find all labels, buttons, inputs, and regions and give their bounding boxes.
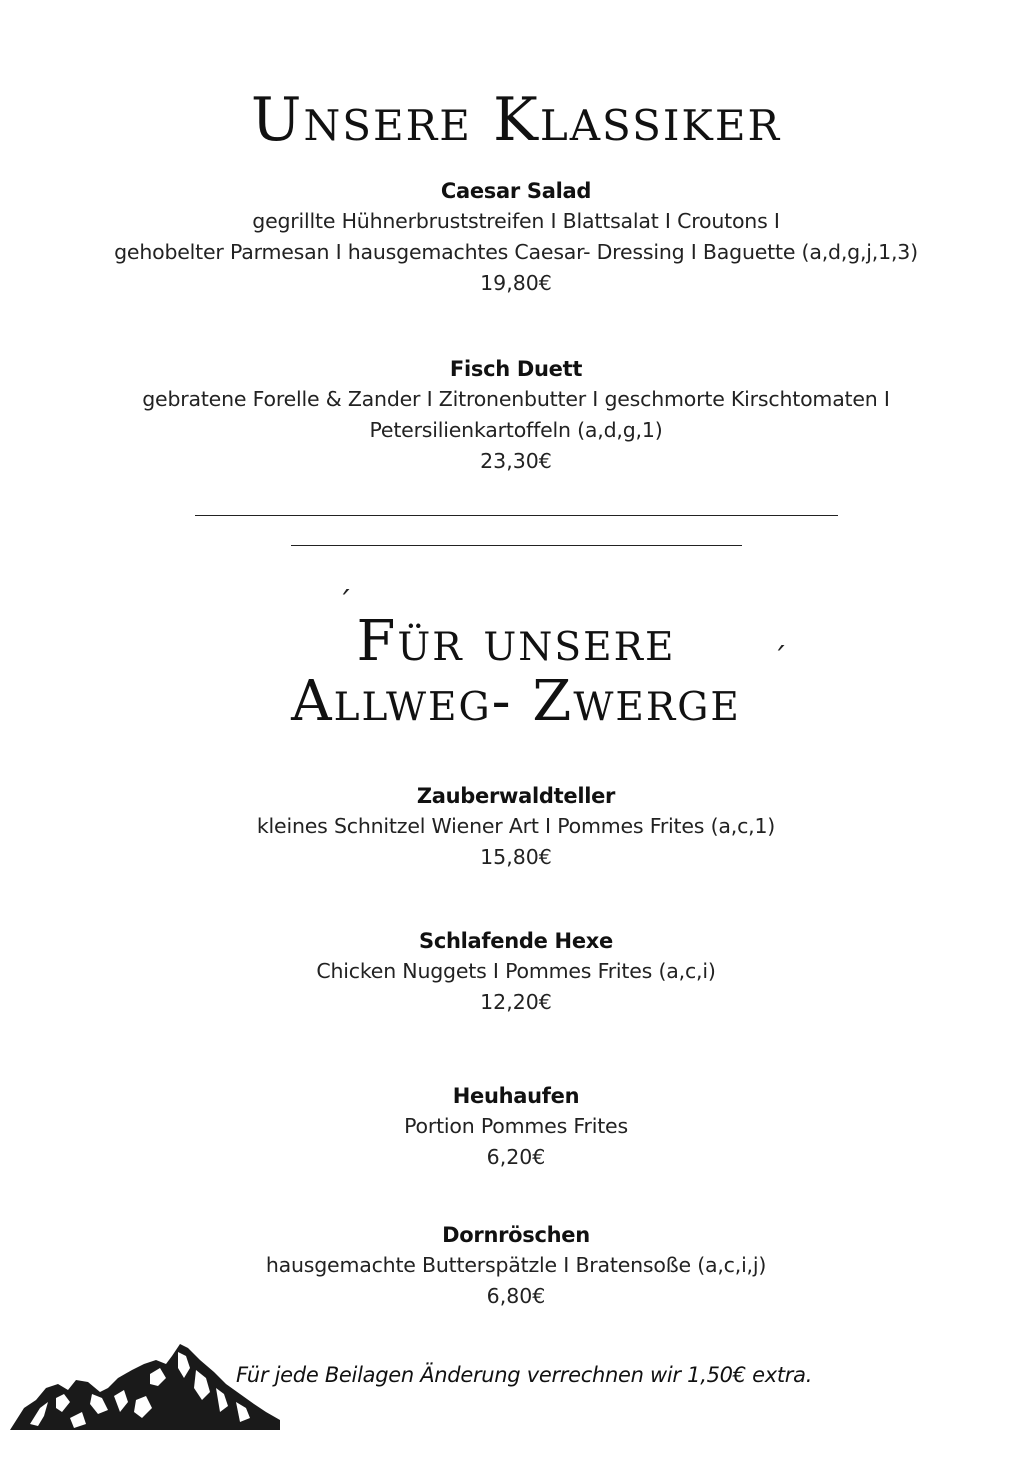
menu-item-price: 15,80€ [480, 845, 552, 869]
menu-item-name: Dornröschen [442, 1223, 590, 1247]
menu-item-description: gegrillte Hühnerbruststreifen I Blattsalat I Croutons I [252, 209, 780, 233]
menu-item-heuhaufen [0, 1081, 1032, 1173]
menu-item-name: Schlafende Hexe [419, 929, 613, 953]
menu-item-description: hausgemachte Butterspätzle I Bratensoße (a,c,i,j) [265, 1253, 767, 1277]
menu-item-fisch-duett [0, 354, 1032, 477]
menu-item-zauberwaldteller [0, 781, 1032, 873]
menu-item-description: Portion Pommes Frites [404, 1114, 628, 1138]
menu-item-name: Fisch Duett [449, 357, 583, 381]
menu-item-price: 23,30€ [480, 449, 552, 473]
divider-long [195, 515, 838, 516]
menu-item-description: gebratene Forelle & Zander I Zitronenbutter I geschmorte Kirschtomaten I [142, 387, 890, 411]
section-title-line-1: Für unsere [356, 609, 676, 674]
section-title-line-2: Allweg- Zwerge [291, 669, 741, 734]
heading-accent-left: ´ [337, 586, 352, 621]
section-title-klassiker: Unsere Klassiker [250, 85, 782, 155]
menu-item-price: 12,20€ [480, 990, 552, 1014]
menu-item-name: Heuhaufen [452, 1084, 580, 1108]
heading-accent-right: ´ [772, 642, 787, 677]
menu-item-description: Petersilienkartoffeln (a,d,g,1) [369, 418, 663, 442]
surcharge-note: Für jede Beilagen Änderung verrechnen wir 1,50€ extra. [236, 1363, 813, 1387]
menu-item-schlafende-hexe [0, 926, 1032, 1018]
menu-item-description: gehobelter Parmesan I hausgemachtes Caesar- Dressing I Baguette (a,d,g,j,1,3) [114, 240, 918, 264]
menu-item-dornroeschen [0, 1220, 1032, 1312]
menu-item-caesar-salad [0, 176, 1032, 299]
menu-item-description: Chicken Nuggets I Pommes Frites (a,c,i) [316, 959, 716, 983]
menu-item-name: Zauberwaldteller [416, 784, 616, 808]
menu-item-price: 6,80€ [486, 1284, 546, 1308]
menu-item-price: 6,20€ [486, 1145, 546, 1169]
menu-item-name: Caesar Salad [440, 179, 592, 203]
menu-item-description: kleines Schnitzel Wiener Art I Pommes Frites (a,c,1) [256, 814, 776, 838]
section-title-zwerge [0, 609, 1032, 734]
menu-item-price: 19,80€ [480, 271, 552, 295]
divider-short [291, 545, 742, 546]
